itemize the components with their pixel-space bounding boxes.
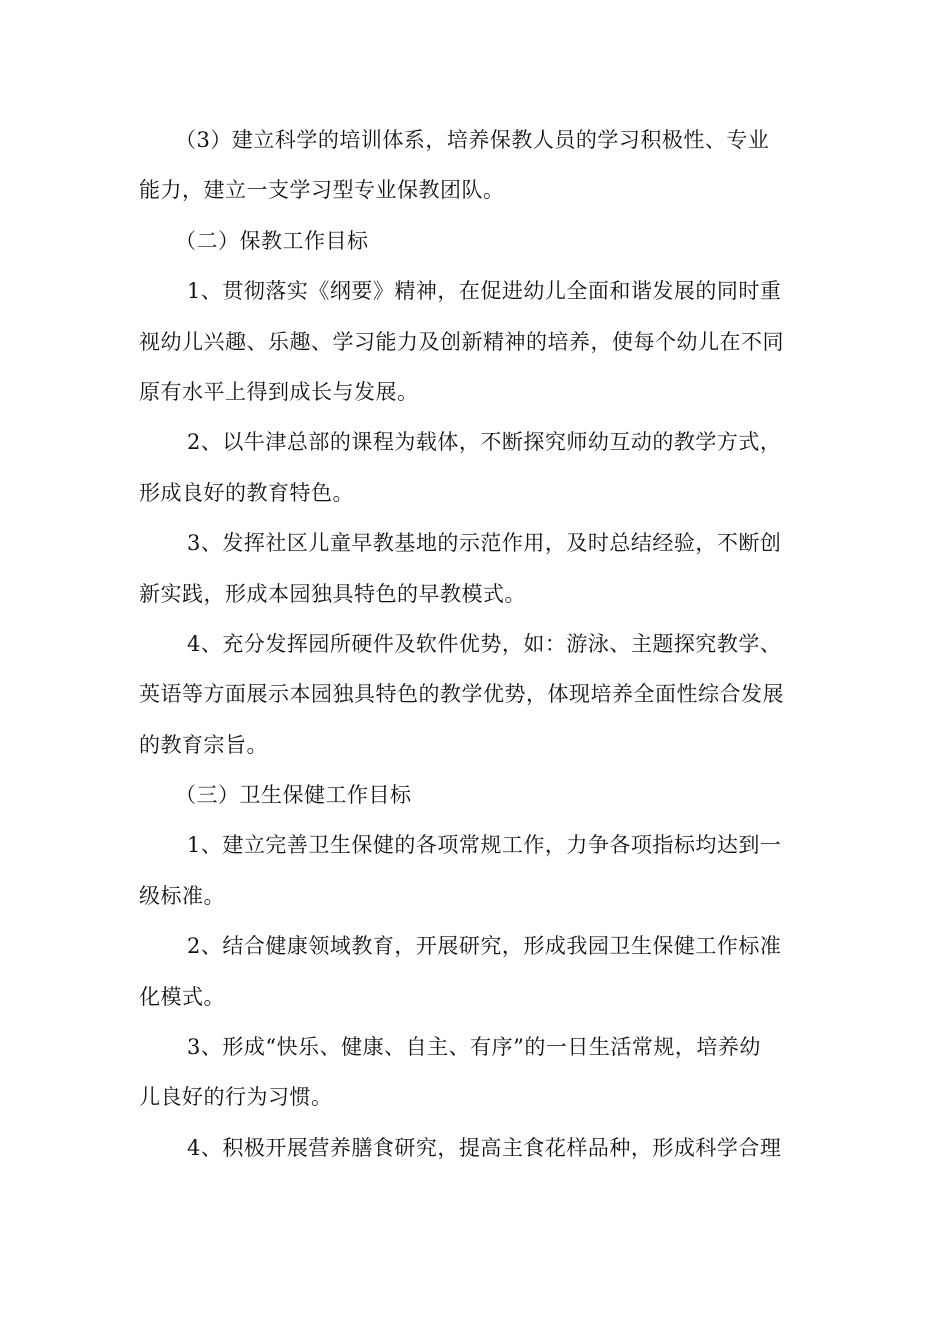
paragraph-line: 化模式。 [139,984,225,1009]
paragraph-line: 英语等方面展示本园独具特色的教学优势，体现培养全面性综合发展 [139,682,784,707]
paragraph-line: 2、结合健康领域教育，开展研究，形成我园卫生保健工作标准 [187,934,782,959]
section-heading: （三）卫生保健工作目标 [175,783,412,808]
paragraph-line: 2、以牛津总部的课程为载体，不断探究师幼互动的教学方式， [187,430,782,455]
paragraph-line: 1、贯彻落实《纲要》精神，在促进幼儿全面和谐发展的同时重 [187,279,782,304]
paragraph-line: 视幼儿兴趣、乐趣、学习能力及创新精神的培养，使每个幼儿在不同 [139,329,784,354]
paragraph-line: 能力，建立一支学习型专业保教团队。 [139,178,505,203]
paragraph-line: 新实践，形成本园独具特色的早教模式。 [139,581,526,606]
paragraph-line: 4、积极开展营养膳食研究，提高主食花样品种，形成科学合理 [187,1135,782,1160]
paragraph-line: （3）建立科学的培训体系，培养保教人员的学习积极性、专业 [175,128,770,152]
paragraph-line: 4、充分发挥园所硬件及软件优势，如：游泳、主题探究教学、 [187,631,782,656]
paragraph-line: 的教育宗旨。 [139,732,268,757]
paragraph-line: 原有水平上得到成长与发展。 [139,379,419,404]
document-body [139,119,819,1177]
paragraph-line: 3、形成“快乐、健康、自主、有序”的一日生活常规，培养幼 [187,1035,761,1060]
paragraph-line: 3、发挥社区儿童早教基地的示范作用，及时总结经验，不断创 [187,531,782,556]
paragraph-line: 级标准。 [139,883,225,908]
paragraph-line: 1、建立完善卫生保健的各项常规工作，力争各项指标均达到一 [187,833,782,858]
paragraph-line: 形成良好的教育特色。 [139,480,354,505]
section-heading: （二）保教工作目标 [175,228,369,253]
paragraph-line: 儿良好的行为习惯。 [139,1085,333,1110]
